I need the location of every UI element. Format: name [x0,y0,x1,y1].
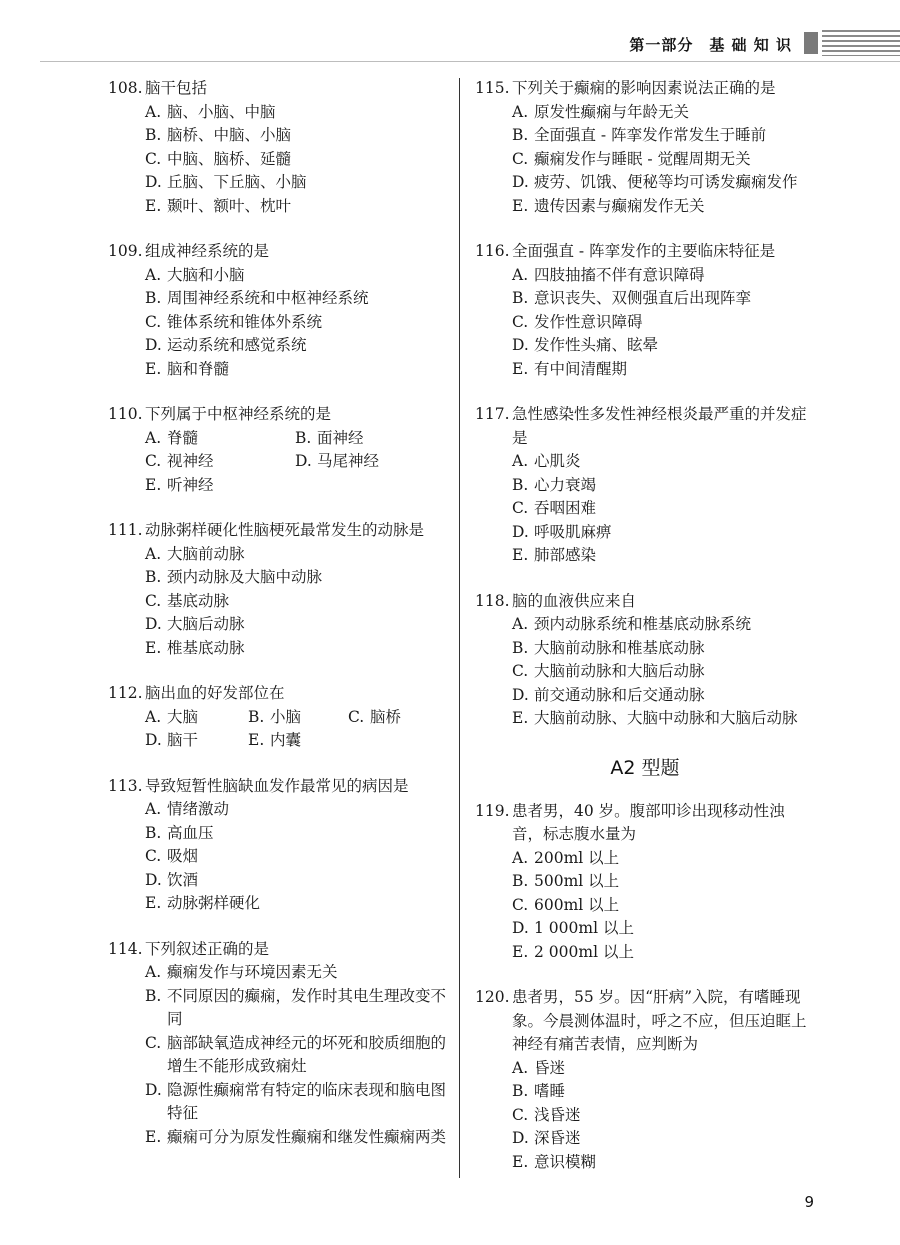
question-stem: 脑的血液供应来自 [512,591,637,610]
question-114 [108,938,448,1150]
option-c: C. 中脑、脑桥、延髓 [145,149,292,168]
question-number: 111. [108,521,143,539]
option-d: D. 呼吸肌麻痹 [512,522,612,541]
question-stem: 脑出血的好发部位在 [145,684,285,702]
option-e: E. 肺部感染 [512,546,597,564]
question-117 [475,403,815,568]
question-number: 112. [108,684,143,702]
question-number: 116. [475,242,510,260]
option-a: A. 大脑前动脉 [145,544,245,563]
option-b: B. 全面强直 - 阵挛发作常发生于睡前 [512,126,767,144]
question-number: 118. [475,591,510,610]
option-d: D. 马尾神经 [295,452,380,470]
page-header [0,0,900,60]
option-a: A. 颈内动脉系统和椎基底动脉系统 [512,615,752,633]
header-mark [804,32,818,54]
option-d: D. 深昏迷 [512,1129,581,1147]
option-e: E. 脑和脊髓 [145,359,230,378]
option-a: A. 情绪激动 [145,800,230,818]
option-c: C. 浅昏迷 [512,1105,581,1124]
question-115 [475,77,815,218]
option-b: B. 小脑 [248,707,302,726]
option-d: D. 脑干 [145,731,199,749]
option-a: A. 大脑 [145,707,199,726]
option-c: C. 发作性意识障碍 [512,312,643,331]
question-number: 117. [475,405,510,423]
right-column [475,77,815,1196]
option-c: C. 锥体系统和锥体外系统 [145,312,323,331]
header-stripes [822,30,900,56]
option-c: C. 大脑前动脉和大脑后动脉 [512,662,705,680]
option-b: B. 脑桥、中脑、小脑 [145,126,292,144]
question-stem: 全面强直 - 阵挛发作的主要临床特征是 [512,242,776,260]
option-d: D. 疲劳、饥饿、便秘等均可诱发癫痫发作 [512,173,798,191]
option-e: E. 有中间清醒期 [512,359,628,378]
question-number: 119. [475,801,510,820]
option-b: B. 面神经 [295,428,364,447]
option-b: B. 心力衰竭 [512,475,597,494]
question-stem: 下列属于中枢神经系统的是 [145,405,332,423]
option-a: A. 原发性癫痫与年龄无关 [512,102,690,121]
left-column [108,77,448,1171]
option-e: E. 动脉粥样硬化 [145,894,261,912]
option-d: D. 大脑后动脉 [145,615,245,633]
option-e: E. 2 000ml 以上 [512,942,634,961]
option-e: E. 内囊 [248,731,302,749]
header-rule [40,61,900,62]
section-title: A2 型题 [610,756,680,779]
option-b: B. 周围神经系统和中枢神经系统 [145,289,369,307]
option-a: A. 癫痫发作与环境因素无关 [145,963,338,981]
question-stem: 导致短暂性脑缺血发作最常见的病因是 [145,776,409,795]
option-d: D. 丘脑、下丘脑、小脑 [145,173,307,191]
question-113 [108,775,448,916]
question-stem: 急性感染性多发性神经根炎最严重的并发症是 [512,405,807,447]
question-stem: 组成神经系统的是 [145,242,270,260]
question-111 [108,519,448,660]
question-number: 114. [108,939,143,958]
option-c: C. 吸烟 [145,847,199,865]
question-stem: 脑干包括 [145,79,208,97]
question-109 [108,240,448,381]
question-118 [475,590,815,731]
option-b: B. 大脑前动脉和椎基底动脉 [512,638,705,657]
option-e: E. 听神经 [145,475,214,494]
option-c: C. 癫痫发作与睡眠 - 觉醒周期无关 [512,149,751,168]
option-b: B. 嗜睡 [512,1082,566,1100]
option-e: E. 颞叶、额叶、枕叶 [145,196,292,215]
question-stem: 动脉粥样硬化性脑梗死最常发生的动脉是 [145,521,425,539]
header-title: 第一部分 基 础 知 识 [629,36,792,54]
question-112 [108,682,448,753]
option-b: B. 颈内动脉及大脑中动脉 [145,568,323,586]
option-c: C. 基底动脉 [145,591,230,610]
option-d: D. 运动系统和感觉系统 [145,336,307,354]
option-e: E. 癫痫可分为原发性癫痫和继发性癫痫两类 [145,1127,447,1146]
option-d: D. 前交通动脉和后交通动脉 [512,685,705,704]
question-number: 115. [475,79,510,97]
question-number: 120. [475,988,510,1006]
option-a: A. 脑、小脑、中脑 [145,102,276,121]
option-a: A. 心肌炎 [512,452,581,470]
page-number: 9 [804,1193,814,1211]
question-108 [108,77,448,218]
option-a: A. 200ml 以上 [512,848,620,867]
option-b: B. 高血压 [145,823,214,842]
question-116 [475,240,815,381]
option-a: A. 大脑和小脑 [145,265,245,284]
option-c: C. 脑桥 [348,707,402,726]
option-d: D. 隐源性癫痫常有特定的临床表现和脑电图特征 [145,1080,447,1122]
question-number: 113. [108,776,143,795]
option-c: C. 600ml 以上 [512,895,620,914]
option-a: A. 昏迷 [512,1058,566,1077]
option-c: C. 吞咽困难 [512,499,597,517]
question-number: 109. [108,242,143,260]
option-b: B. 意识丧失、双侧强直后出现阵挛 [512,289,752,307]
option-e: E. 椎基底动脉 [145,638,245,657]
option-e: E. 大脑前动脉、大脑中动脉和大脑后动脉 [512,709,798,727]
option-e: E. 意识模糊 [512,1152,597,1171]
question-110 [108,403,448,497]
question-119 [475,800,815,965]
option-a: A. 四肢抽搐不伴有意识障碍 [512,265,705,284]
option-e: E. 遗传因素与癫痫发作无关 [512,196,705,215]
option-d: D. 饮酒 [145,870,199,889]
option-d: D. 1 000ml 以上 [512,919,634,937]
question-stem: 下列关于癫痫的影响因素说法正确的是 [512,79,776,97]
question-number: 110. [108,405,143,423]
option-c: C. 脑部缺氧造成神经元的坏死和胶质细胞的增生不能形成致痫灶 [145,1033,447,1075]
option-a: A. 脊髓 [145,428,199,447]
question-number: 108. [108,79,143,97]
option-b: B. 500ml 以上 [512,872,620,890]
column-divider [459,78,460,1178]
question-stem: 下列叙述正确的是 [145,939,270,958]
question-stem: 患者男，55 岁。因“肝病”入院，有嗜睡现象。今晨测体温时，呼之不应，但压迫眶上神经有痛苦表情，应判断为 [512,988,807,1053]
option-d: D. 发作性头痛、眩晕 [512,336,659,354]
option-c: C. 视神经 [145,452,214,470]
question-stem: 患者男，40 岁。腹部叩诊出现移动性浊音，标志腹水量为 [512,801,785,843]
question-120 [475,986,815,1174]
option-b: B. 不同原因的癫痫，发作时其电生理改变不同 [145,986,447,1028]
